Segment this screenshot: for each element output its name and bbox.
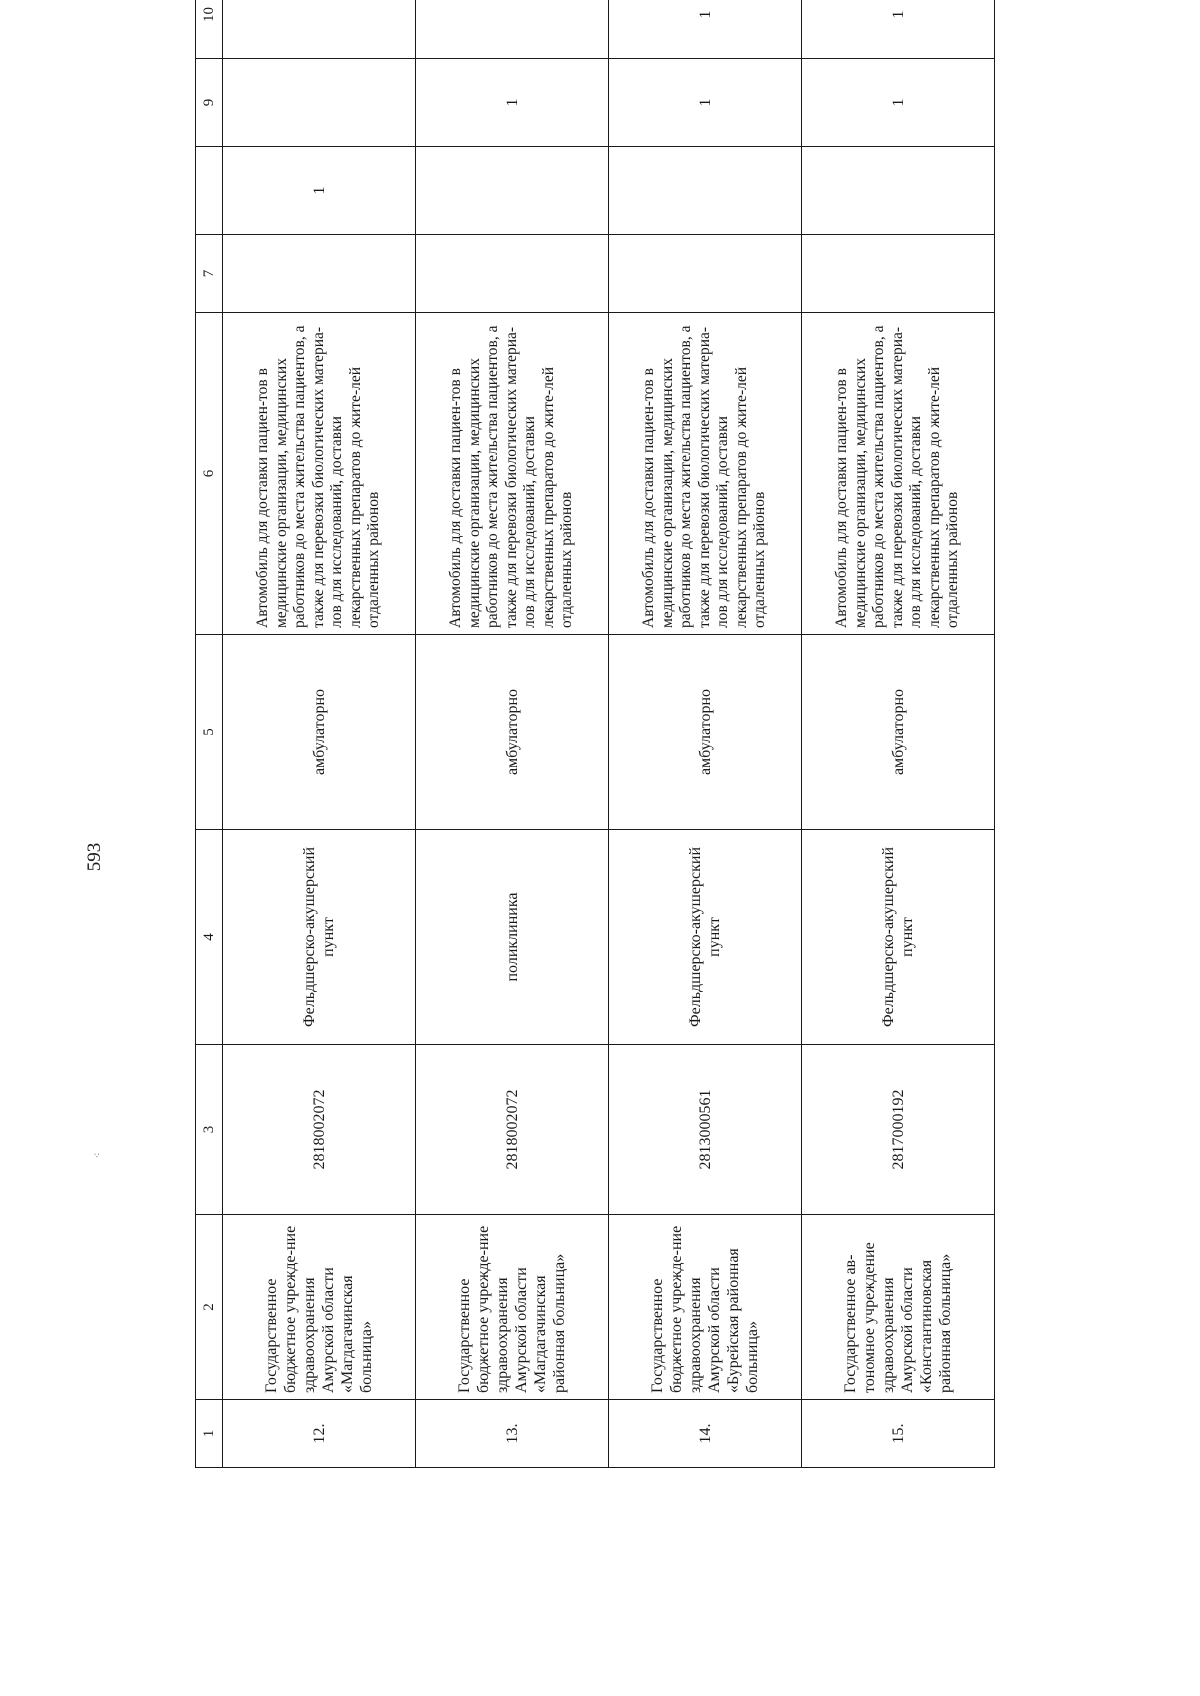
inn-value: 2818002072 (416, 1045, 609, 1215)
qty-col-7 (802, 235, 995, 313)
row-number: 12. (223, 1400, 416, 1468)
table-row (802, 0, 995, 1468)
qty-col-10: 1 (802, 0, 995, 59)
organization-name: Государственное бюджетное учрежде-ние здравоохранения Амурской области «Бурейская районная больница» (609, 1215, 802, 1400)
qty-col-10: 1 (609, 0, 802, 59)
organization-name: Государственное бюджетное учрежде-ние здравоохранения Амурской области «Магдагачинская больница» (223, 1215, 416, 1400)
page-number: 593 (84, 842, 105, 872)
qty-col-8 (802, 147, 995, 235)
inn-value: 2817000192 (802, 1045, 995, 1215)
row-number: 13. (416, 1400, 609, 1468)
facility-type: Фельдшерско-акушерский пункт (609, 830, 802, 1045)
organization-name: Государственное бюджетное учрежде-ние здравоохранения Амурской области «Магдагачинская районная больница» (416, 1215, 609, 1400)
table-row (609, 0, 802, 1468)
vehicle-description: Автомобиль для доставки пациен-тов в медицинские организации, медицинских работников до места жительства пациентов, а также для перевозки биологических материа-лов для исследований, доставки лекарственных препаратов до жите-лей отдаленных районов (416, 313, 609, 635)
qty-col-9: 1 (416, 59, 609, 147)
qty-col-7 (223, 235, 416, 313)
qty-col-8: 1 (223, 147, 416, 235)
facility-type: Фельдшерско-акушерский пункт (223, 830, 416, 1045)
col-number-1: 1 (196, 1400, 223, 1468)
qty-col-10 (416, 0, 609, 59)
facility-type: Фельдшерско-акушерский пункт (802, 830, 995, 1045)
table-row (416, 0, 609, 1468)
qty-col-8 (609, 147, 802, 235)
vehicle-allocation-table (195, 0, 995, 1468)
qty-col-9: 1 (609, 59, 802, 147)
qty-col-7 (416, 235, 609, 313)
care-mode: амбулаторно (223, 635, 416, 830)
inn-value: 2818002072 (223, 1045, 416, 1215)
col-number-2: 2 (196, 1215, 223, 1400)
qty-col-9: 1 (802, 59, 995, 147)
scan-speck: ⁖ (92, 1152, 104, 1159)
col-number-8 (196, 147, 223, 235)
col-number-9: 9 (196, 59, 223, 147)
care-mode: амбулаторно (416, 635, 609, 830)
facility-type: поликлиника (416, 830, 609, 1045)
col-number-6: 6 (196, 313, 223, 635)
inn-value: 2813000561 (609, 1045, 802, 1215)
table-row (223, 0, 416, 1468)
row-number: 14. (609, 1400, 802, 1468)
col-number-3: 3 (196, 1045, 223, 1215)
qty-col-9 (223, 59, 416, 147)
qty-col-10 (223, 0, 416, 59)
rotated-table-container (195, 7, 995, 1468)
vehicle-description: Автомобиль для доставки пациен-тов в медицинские организации, медицинских работников до места жительства пациентов, а также для перевозки биологических материа-лов для исследований, доставки лекарственных препаратов до жите-лей отдаленных районов (223, 313, 416, 635)
qty-col-7 (609, 235, 802, 313)
care-mode: амбулаторно (802, 635, 995, 830)
col-number-10: 10 (196, 0, 223, 59)
organization-name: Государственное ав-тономное учреждение здравоохранения Амурской области «Константиновская районная больница» (802, 1215, 995, 1400)
col-number-5: 5 (196, 635, 223, 830)
vehicle-description: Автомобиль для доставки пациен-тов в медицинские организации, медицинских работников до места жительства пациентов, а также для перевозки биологических материа-лов для исследований, доставки лекарственных препаратов до жите-лей отдаленных районов (802, 313, 995, 635)
column-number-row (196, 0, 223, 1468)
vehicle-description: Автомобиль для доставки пациен-тов в медицинские организации, медицинских работников до места жительства пациентов, а также для перевозки биологических материа-лов для исследований, доставки лекарственных препаратов до жите-лей отдаленных районов (609, 313, 802, 635)
col-number-4: 4 (196, 830, 223, 1045)
row-number: 15. (802, 1400, 995, 1468)
col-number-7: 7 (196, 235, 223, 313)
care-mode: амбулаторно (609, 635, 802, 830)
qty-col-8 (416, 147, 609, 235)
